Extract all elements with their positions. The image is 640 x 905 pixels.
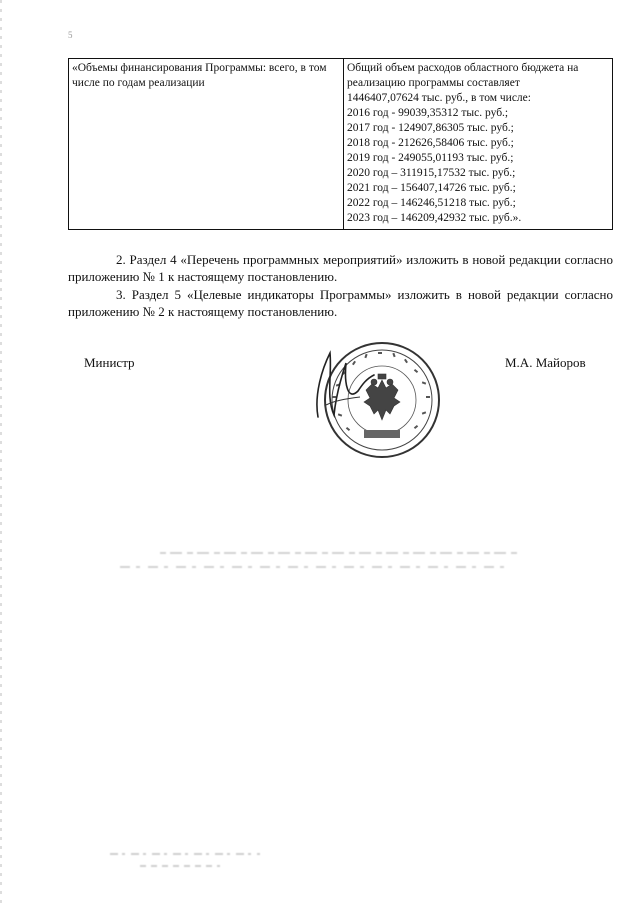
financing-line: 2018 год - 212626,58406 тыс. руб.; — [347, 137, 514, 149]
scan-edge-marks — [0, 0, 2, 905]
signatory-name: М.А. Майоров — [505, 355, 586, 370]
financing-line: 1446407,07624 тыс. руб., в том числе: — [347, 92, 531, 104]
financing-line: 2022 год – 146246,51218 тыс. руб.; — [347, 197, 516, 209]
faint-bleedthrough — [120, 545, 540, 575]
financing-line: реализацию программы составляет — [347, 77, 520, 89]
financing-line: 2021 год – 156407,14726 тыс. руб.; — [347, 182, 516, 194]
handwritten-signature-icon — [300, 345, 380, 425]
paragraph-section-5: 3. Раздел 5 «Целевые индикаторы Программы» изложить в новой редакции согласно приложению № 2 к настоящему постановлению. — [68, 287, 613, 319]
financing-line: 2020 год – 311915,17532 тыс. руб.; — [347, 167, 516, 179]
financing-label-cell: «Объемы финансирования Программы: всего, в том числе по годам реализации — [69, 59, 344, 230]
page-mark: 5 — [68, 30, 73, 40]
financing-table — [68, 58, 613, 230]
financing-value-cell — [344, 59, 613, 230]
financing-line: 2023 год – 146209,42932 тыс. руб.». — [347, 212, 522, 224]
table-row — [69, 59, 613, 230]
signatory-position: Министр — [84, 355, 135, 370]
faint-bleedthrough — [110, 848, 270, 872]
financing-line: 2017 год - 124907,86305 тыс. руб.; — [347, 122, 514, 134]
financing-line: 2016 год - 99039,35312 тыс. руб.; — [347, 107, 509, 119]
paragraph-section-4: 2. Раздел 4 «Перечень программных мероприятий» изложить в новой редакции согласно приложению № 1 к настоящему постановлению. — [68, 252, 613, 284]
financing-line: Общий объем расходов областного бюджета на — [347, 62, 579, 74]
financing-line: 2019 год - 249055,01193 тыс. руб.; — [347, 152, 514, 164]
